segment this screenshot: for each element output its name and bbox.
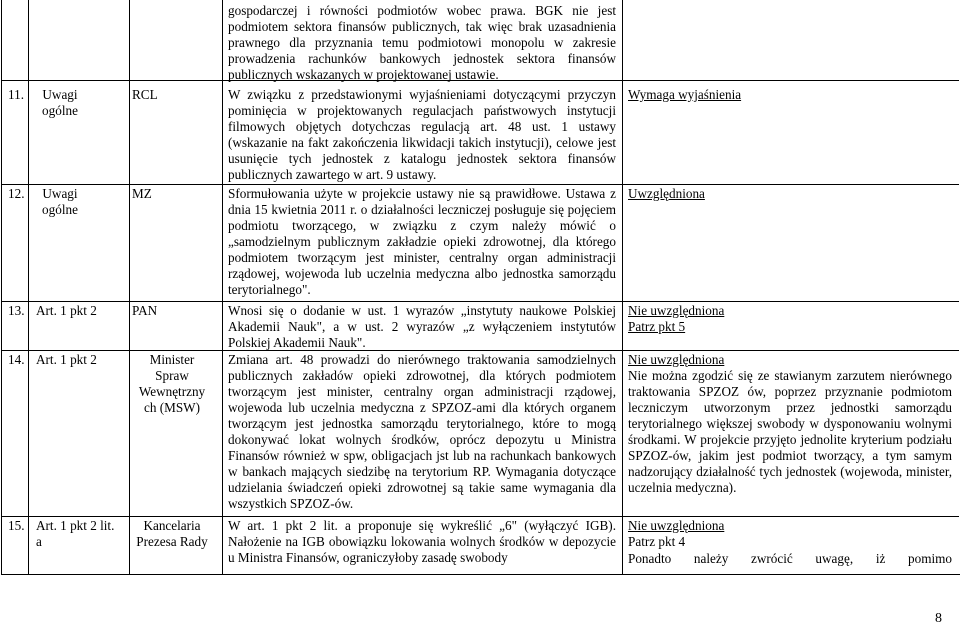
row-13-section: Art. 1 pkt 2 xyxy=(36,303,97,318)
row-14-note: Nie można zgodzić się ze stawianym zarzutem nierównego traktowania SPZOZ ów, poprzez przyznanie podmiotom leczniczym utworzonym przez jednostki samorządu terytorialnego większej swobody w dysponowaniu wolnymi środkami. W projekcie przyjęto jednolite kryterium podziału SPZOZ-ów, jakim jest podmiot tworzący, a tym samym nadzorujący działalność tych jednostek (wojewoda, minister, uczelnia medyczna). xyxy=(628,368,952,495)
page-number: 8 xyxy=(935,611,942,626)
column-divider xyxy=(222,0,223,574)
row-12-organisation: MZ xyxy=(132,186,152,201)
row-11-number: 11. xyxy=(8,87,24,102)
row-15-organisation: Kancelaria Prezesa Rady xyxy=(136,518,208,549)
row-13-note: Patrz pkt 5 xyxy=(628,319,686,334)
row-15-number: 15. xyxy=(8,518,25,533)
row-12-comment: Sformułowania użyte w projekcie ustawy nie są prawidłowe. Ustawa z dnia 15 kwietnia 2011 r. o działalności leczniczej posługuje się pojęciem podmiotu tworzącego, w związku z czym należy mówić o „samodzielnym publicznym zakładzie opieki zdrowotnej, dla którego podmiotem tworzącym jest minister, centralny organ administracji rządowej, wojewoda lub uczelnia medyczna albo jednostka samorządu terytorialnego". xyxy=(228,186,616,297)
row-12-section: Uwagi ogólne xyxy=(42,186,78,217)
column-divider xyxy=(622,0,623,574)
row-13-organisation: PAN xyxy=(132,303,158,318)
row-13-comment: Wnosi się o dodanie w ust. 1 wyrazów „instytuty naukowe Polskiej Akademii Nauk", a w ust. 2 wyrazów „z wyłączeniem instytutów Polskiej Akademii Nauk". xyxy=(228,303,616,350)
row-divider xyxy=(1,184,959,185)
row-13-number: 13. xyxy=(8,303,25,318)
row-divider xyxy=(1,516,959,517)
row-15-comment: W art. 1 pkt 2 lit. a proponuje się wykreślić „6" (wyłączyć IGB). Nałożenie na IGB obowiązku lokowania wolnych środków w depozycie u Ministra Finansów, ograniczyłoby zasadę swobody xyxy=(228,518,616,565)
row-10-comment: gospodarczej i równości podmiotów wobec prawa. BGK nie jest podmiotem sektora finansów publicznych, tak więc brak uzasadnienia prawnego dla przyznania temu podmiotowi monopolu w zakresie prowadzenia rachunków bankowych jednostek sektora finansów publicznych wskazanych w projektowanej ustawie. xyxy=(228,3,616,82)
row-15-status: Nie uwzględniona xyxy=(628,518,725,533)
row-11-section: Uwagi ogólne xyxy=(42,87,78,118)
row-14-section: Art. 1 pkt 2 xyxy=(36,352,97,367)
row-15-note-continued: Ponadto należy zwrócić uwagę, iż pomimo xyxy=(628,551,952,566)
row-11-organisation: RCL xyxy=(132,87,158,102)
row-divider xyxy=(1,301,959,302)
row-14-status: Nie uwzględniona xyxy=(628,352,725,367)
row-14-number: 14. xyxy=(8,352,25,367)
column-divider xyxy=(28,0,29,574)
row-14-organisation: Minister Spraw Wewnętrzny ch (MSW) xyxy=(138,352,206,415)
row-15-note: Patrz pkt 4 xyxy=(628,534,686,549)
row-15-section: Art. 1 pkt 2 lit. a xyxy=(36,518,115,549)
row-11-comment: W związku z przedstawionymi wyjaśnieniami dotyczącymi przyczyn pominięcia w projektowanych regulacjach państwowych instytucji filmowych objętych dotychczas regulacją art. 48 ust. 1 ustawy (wskazanie na fakt zakończenia likwidacji takich instytucji), celowe jest usunięcie tych jednostek z katalogu jednostek sektora finansów publicznych zawartego w art. 9 ustawy. xyxy=(228,87,616,182)
column-divider xyxy=(129,0,130,574)
row-12-status: Uwzględniona xyxy=(628,186,705,201)
row-14-comment: Zmiana art. 48 prowadzi do nierównego traktowania samodzielnych publicznych zakładów opieki zdrowotnej, dla których podmiotem tworzącym jest minister, centralny organ administracji rządowej, wojewoda lub uczelnia medyczna z SPZOZ-ami dla których organem tworzącym jest jednostka samorządu terytorialnego, które to mogą dokonywać lokat wolnych środków, oprócz depozytu u Ministra Finansów również w spw, obligacjach jst lub na rachunkach bankowych w bankach mających siedzibę na terytorium RP. Wymagania dotyczące udzielania świadczeń opieki zdrowotnej są takie same wymagania dla wszystkich SPZOZ-ów. xyxy=(228,352,616,511)
row-11-status: Wymaga wyjaśnienia xyxy=(628,87,742,102)
row-13-status: Nie uwzględniona xyxy=(628,303,725,318)
row-12-number: 12. xyxy=(8,186,25,201)
